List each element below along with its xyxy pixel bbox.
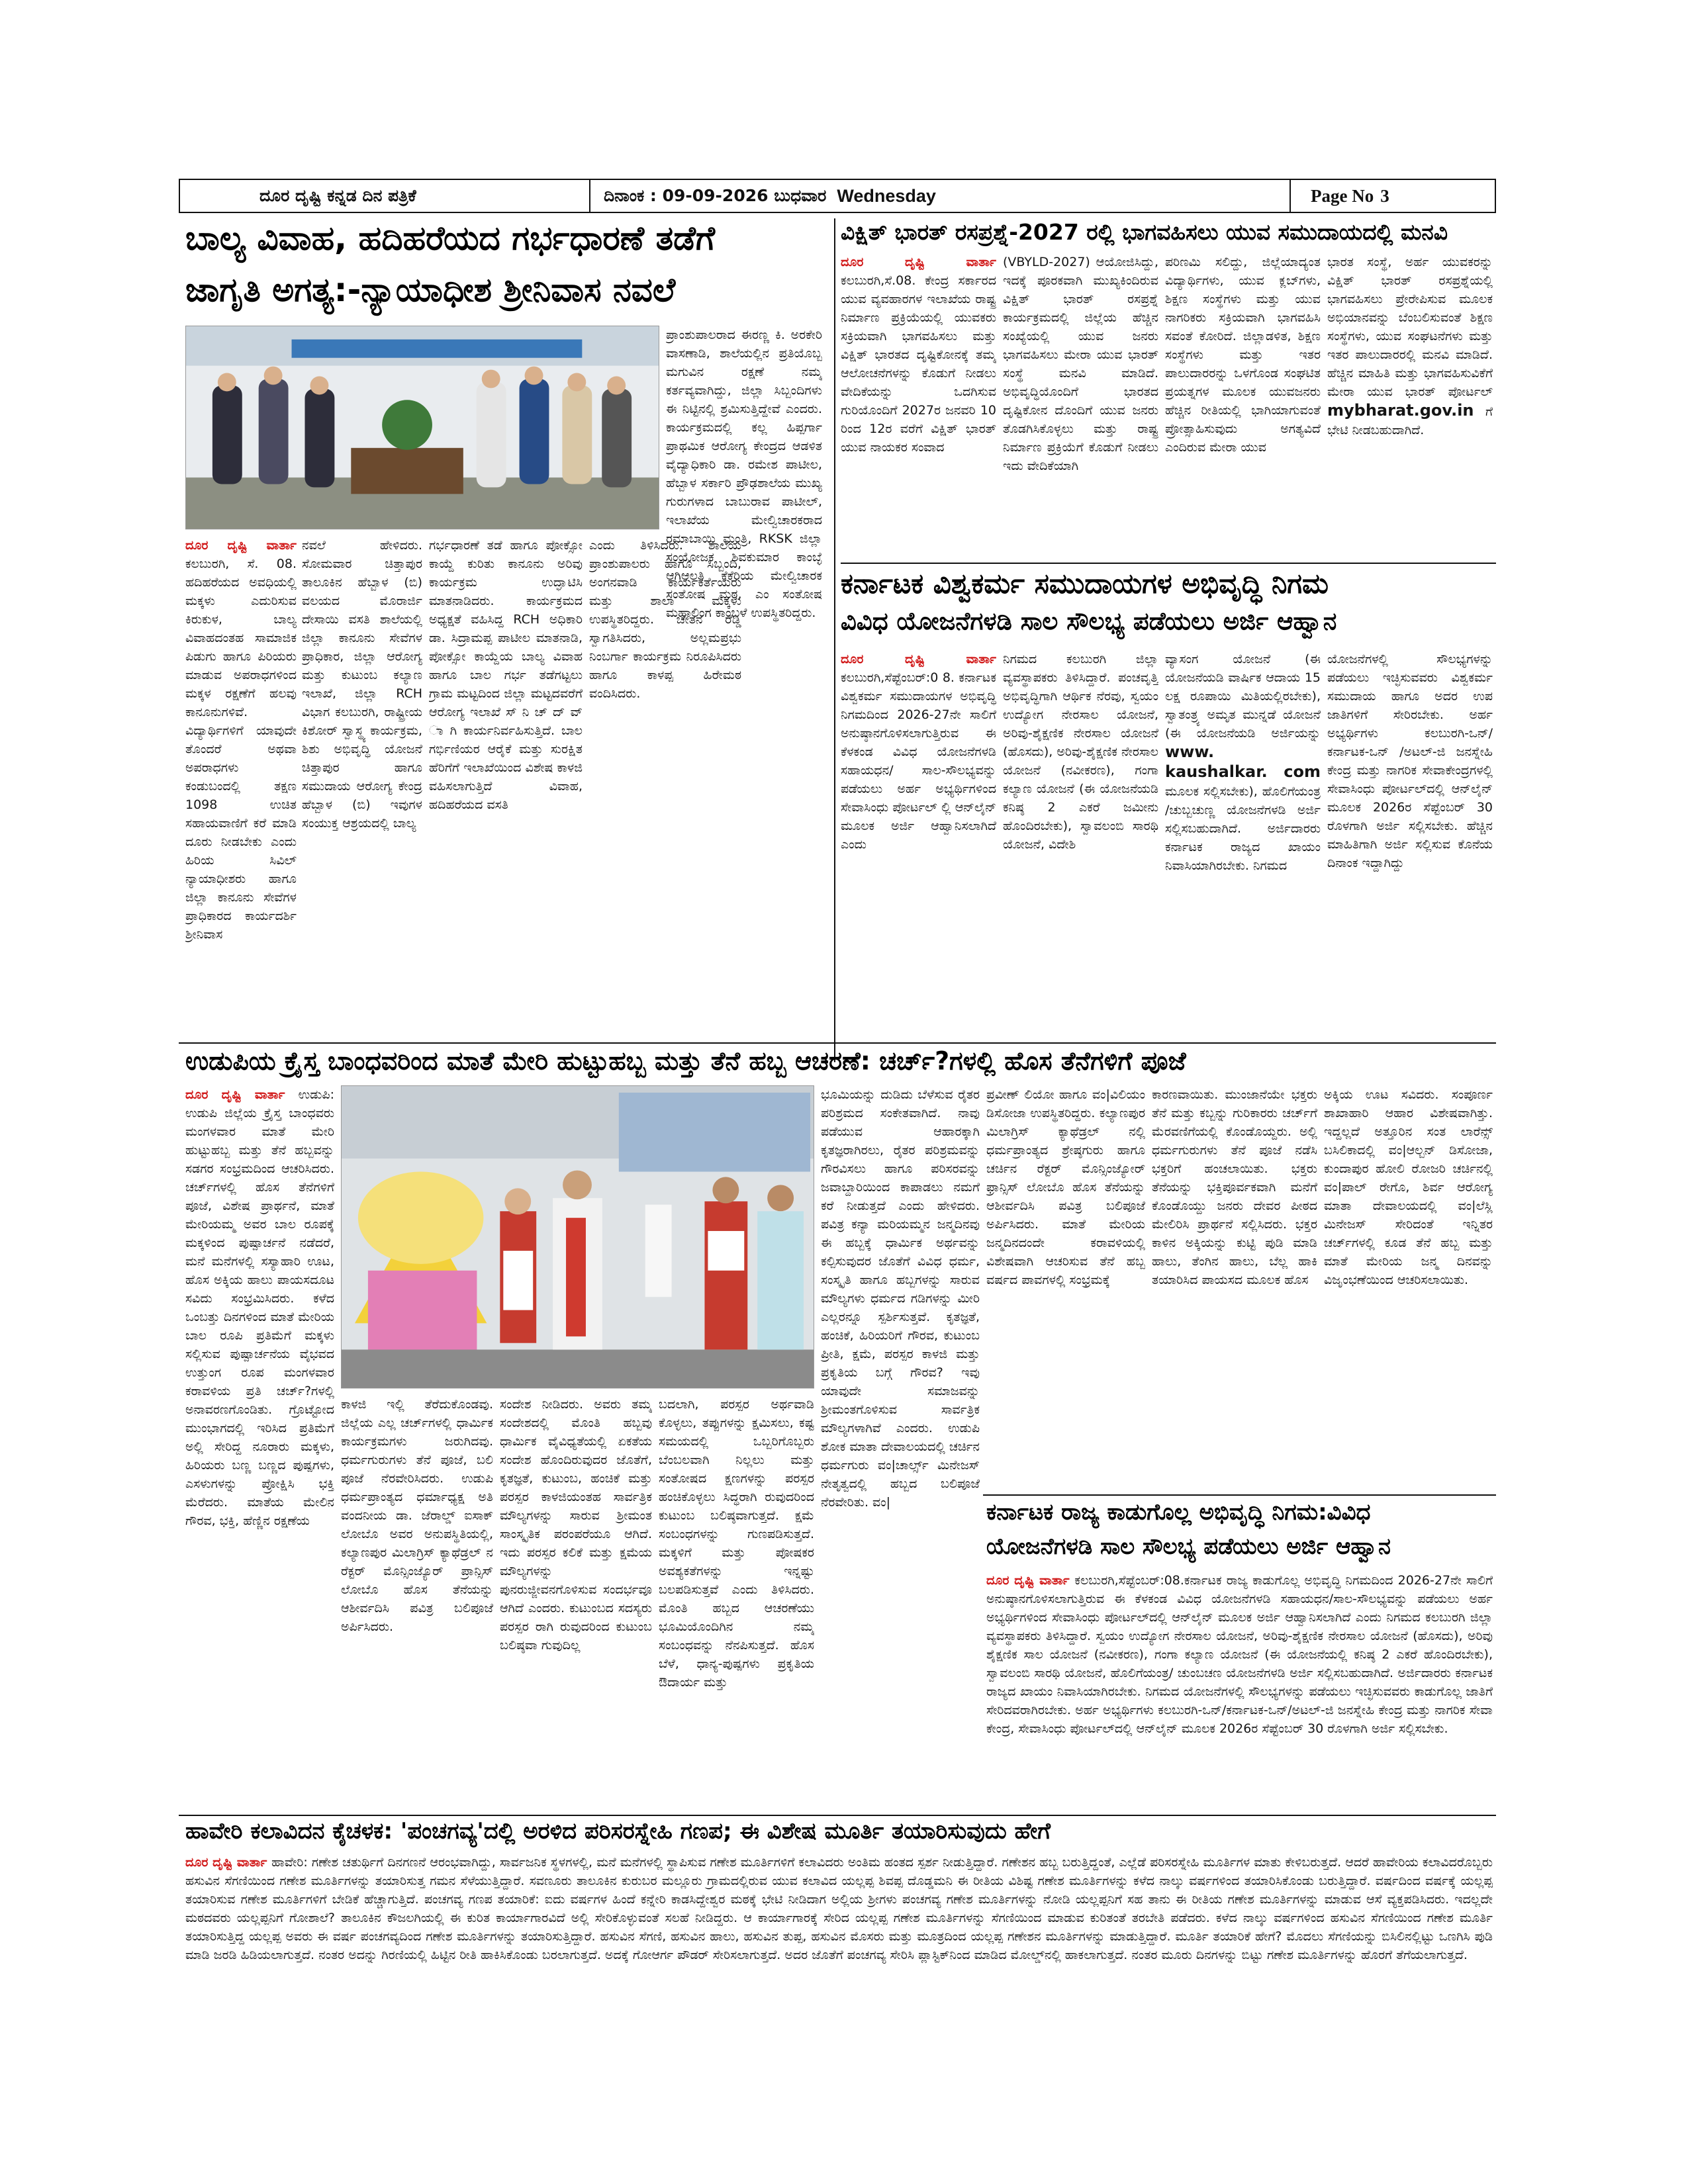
article6-byline: ದೂರ ದೃಷ್ಟಿ ವಾರ್ತಾ bbox=[185, 1855, 272, 1870]
article1-photo bbox=[185, 326, 659, 529]
issue-date bbox=[590, 180, 1289, 212]
article3-col3 bbox=[1165, 650, 1321, 1037]
article2-tail: ಗೆ ಭೇಟಿ ನೀಡಬಹುದಾಗಿದೆ. bbox=[1327, 404, 1493, 437]
weekday-label: Wednesday bbox=[837, 185, 936, 206]
article4-col-g: ಅಕ್ಕಿಯ ಊಟ ಸವಿದರು. ಸಂಪೂರ್ಣ ಶಾಖಾಹಾರಿ ಆಹಾರ ವಿಶೇಷವಾಗಿತ್ತು. ಇದ್ದಲ್ಲದೆ ಅತ್ತೂರಿನ ಸಂತ ಲಾರೆನ್ಸ್ ಬಸಿಲಿಕಾದಲ್ಲಿ ವಂ|ಆಲ್ಬನ್ ಡಿಸೋಜಾ, ಕುಂದಾಪುರ ಹೋಲಿ ರೋಜರಿ ಚರ್ಚಿನಲ್ಲಿ ವಂ|ಪಾಲ್ ರೇಗೊ, ಶಿರ್ವ ಆರೋಗ್ಯ ಮಾತಾ ದೇವಾಲಯದಲ್ಲಿ ವಂ|ಲೆಸ್ಲಿ ಮಿನೇಜಸ್ ಸೇರಿದಂತೆ ಇನ್ನಿತರ ಚರ್ಚ್‌ಗಳಲ್ಲಿ ಕೂಡ ತೆನೆ ಹಬ್ಬ ಮತ್ತು ಮಾತೆ ಮೇರಿಯ ಜನ್ಮ ದಿನವನ್ನು ವಿಜೃಂಭಣೆಯಿಂದ ಆಚರಿಸಲಾಯಿತು. bbox=[1324, 1087, 1493, 1287]
newspaper-name: ದೂರ ದೃಷ್ಟಿ ಕನ್ನಡ ದಿನ ಪತ್ರಿಕೆ bbox=[180, 180, 590, 212]
article1-byline: ದೂರ ದೃಷ್ಟಿ ವಾರ್ತಾ bbox=[185, 538, 297, 553]
article1-col4: ಎಂದು ತಿಳಿಸಿದರು. ಶಾಲೆಯ ಪ್ರಾಂಶುಪಾಲರು ಹಾಗೂ ಸಿಬ್ಬಂದಿ, ಅಂಗನವಾಡಿ ಕಾರ್ಯಕರ್ತೆಯರು ಮತ್ತು ಶಾಲಾ ಮಕ್ಕಳು ಉಪಸ್ಥಿತರಿದ್ದರು. ಚೇತನ ರೆಡ್ಡಿ ಸ್ವಾಗತಿಸಿದರು, ಅಲ್ಲಮಪ್ರಭು ನಿಂಬರ್ಗಾ ಕಾರ್ಯಕ್ರಮ ನಿರೂಪಿಸಿದರು ಹಾಗೂ ಕಾಳಪ್ಪ ಹಿರೇಮಠ ವಂದಿಸಿದರು. bbox=[589, 538, 741, 701]
divider bbox=[179, 1042, 1496, 1044]
article2-byline: ದೂರ ದೃಷ್ಟಿ ವಾರ್ತಾ bbox=[841, 255, 996, 269]
article3-headline-line2: ವಿವಿಧ ಯೋಜನೆಗಳಡಿ ಸಾಲ ಸೌಲಭ್ಯ ಪಡೆಯಲು ಅರ್ಜಿ ಆಹ್ವಾನ bbox=[841, 607, 1337, 635]
article4-headline: ಉಡುಪಿಯ ಕ್ರೈಸ್ತ ಬಾಂಧವರಿಂದ ಮಾತೆ ಮೇರಿ ಹುಟ್ಟುಹಬ್ಬ ಮತ್ತು ತೆನೆ ಹಬ್ಬ ಆಚರಣೆ: ಚರ್ಚ್?ಗಳಲ್ಲಿ ಹೊಸ ತೆನೆಗಳಿಗೆ ಪೂಜೆ bbox=[185, 1046, 1186, 1075]
article5-body bbox=[986, 1571, 1493, 1809]
divider bbox=[834, 218, 835, 1062]
article3-col1-text: ಕಲಬುರಗಿ,ಸೆಪ್ಟೆಂಬರ್:0 8. ಕರ್ನಾಟಕ ವಿಶ್ವಕರ್ಮ ಸಮುದಾಯಗಳ ಅಭಿವೃದ್ಧಿ ನಿಗಮದಿಂದ 2026-27ನೇ ಸಾಲಿಗೆ ಅನುಷ್ಠಾನಗೊಳಿಸಲಾಗುತ್ತಿರುವ ಈ ಕೆಳಕಂಡ ವಿವಿಧ ಯೋಜನೆಗಳಡಿ ಸಹಾಯಧನ/ ಸಾಲ-ಸೌಲಭ್ಯವನ್ನು ಪಡೆಯಲು ಅರ್ಹ ಅಭ್ಯರ್ಥಿಗಳಿಂದ ಸೇವಾಸಿಂಧು ಪೋರ್ಟಲ್ ಲ್ಲಿ ಆನ್‌ಲೈನ್ ಮೂಲಕ ಅರ್ಜಿ ಆಹ್ವಾನಿಸಲಾಗಿದೆ ಎಂದು bbox=[841, 670, 996, 852]
article1-col1 bbox=[185, 536, 297, 1039]
article3-col3b-text: ಮೂಲಕ ಸಲ್ಲಿಸಬೇಕು), ಹೊಲಿಗೆಯಂತ್ರ /ಚುಬ್ಬಚುಣ್ಣ ಯೋಜನೆಗಳಡಿ ಅರ್ಜಿ ಸಲ್ಲಿಸಬಹುದಾಗಿದೆ. ಅರ್ಜಿದಾರರು ಕರ್ನಾಟಕ ರಾಜ್ಯದ ಖಾಯಂ ನಿವಾಸಿಯಾಗಿರಬೇಕು. ನಿಗಮದ bbox=[1165, 784, 1321, 873]
divider bbox=[841, 563, 1496, 564]
article1-sidecol: ಪ್ರಾಂಶುಪಾಲರಾದ ಈರಣ್ಣ ಕಿ. ಅರಕೇರಿ ವಾಸಣಾಡಿ, ಶಾಲೆಯಲ್ಲಿನ ಪ್ರತಿಯೊಬ್ಬ ಮಗುವಿನ ರಕ್ಷಣೆ ನಮ್ಮ ಕರ್ತವ್ಯವಾಗಿದ್ದು, ಜಿಲ್ಲಾ ಸಿಬ್ಬಂದಿಗಳು ಈ ನಿಟ್ಟಿನಲ್ಲಿ ಶ್ರಮಿಸುತ್ತಿದ್ದೇವೆ ಎಂದರು. ಕಾರ್ಯಕ್ರಮದಲ್ಲಿ ಕಲ್ಲ ಹಿಪ್ಪರ್ಗಾ ಪ್ರಾಥಮಿಕ ಆರೋಗ್ಯ ಕೇಂದ್ರದ ಆಡಳಿತ ವೈದ್ಯಾಧಿಕಾರಿ ಡಾ. ರಮೇಶ ಪಾಟೀಲ, ಹೆಬ್ಬಾಳ ಸರ್ಕಾರಿ ಪ್ರೌಢಶಾಲೆಯ ಮುಖ್ಯ ಗುರುಗಳಾದ ಬಾಬುರಾವ ಪಾಟೀಲ್, ಇಲಾಖೆಯ ಮೇಲ್ವಿಚಾರಕರಾದ ರಮಾಬಾಯಿ ಮಂತ್ರಿ, RKSK ಜಿಲ್ಲಾ ಸಂಯೋಜಕ ಶಿವಕುಮಾರ ಕಾಂಬ್ಳೆ ಆಗಿಆಲತಿ ಕೆಕೆರಿಯ ಮೇಲ್ವಿಚಾರಕ ಸಂತೋಷ ಮಠ, ಎಂ ಸಂತೋಷ ಮಹಾಲಿಂಗ ಕಾಂಬಳೆ ಉಪಸ್ಥಿತರಿದ್ದರು. bbox=[666, 328, 822, 620]
article4-col-b: ಸಂದೇಶ ನೀಡಿದರು. ಅವರು ತಮ್ಮ ಸಂದೇಶದಲ್ಲಿ ಮೊಂತಿ ಹಬ್ಬವು ಧಾರ್ಮಿಕ ವೈವಿಧ್ಯತೆಯಲ್ಲಿ ಏಕತೆಯ ಸಂದೇಶ ಹೊಂದಿರುವುದರ ಜೊತೆಗೆ, ಕೃತಜ್ಞತೆ, ಕುಟುಂಬ, ಹಂಚಿಕೆ ಮತ್ತು ಪರಸ್ಪರ ಕಾಳಜಿಯಂತಹ ಸಾರ್ವತ್ರಿಕ ಮೌಲ್ಯಗಳನ್ನು ಸಾರುವ ಶ್ರೀಮಂತ ಸಾಂಸ್ಕೃತಿಕ ಪರಂಪರೆಯೂ ಆಗಿದೆ. ಇದು ಪರಸ್ಪರ ಕಲಿಕೆ ಮತ್ತು ಕ್ಷಮೆಯ ಮೌಲ್ಯಗಳನ್ನು ಪುನರುಜ್ಜೀವನಗೊಳಿಸುವ ಸಂದರ್ಭವೂ ಆಗಿದೆ ಎಂದರು. ಕುಟುಂಬದ ಸದಸ್ಯರು ಪರಸ್ಪರ ರಾಗಿ ರುವುದರಿಂದ ಕುಟುಂಬ ಬಲಿಷ್ಠವಾ ಗುವುದಿಲ್ಲ bbox=[500, 1397, 652, 1653]
article4-col-f: ಕಾರಣವಾಯಿತು. ಮುಂಜಾನೆಯೇ ಭಕ್ತರು ತೆನೆ ಮತ್ತು ಕಬ್ಬನ್ನು ಗುರಿಕಾರರು ಚರ್ಚ್‌ಗೆ ಮೆರವಣಿಗೆಯಲ್ಲಿ ಕೊಂಡೊಯ್ದರು. ಅಲ್ಲಿ ಧರ್ಮಗುರುಗಳು ತೆನೆ ಪೂಜೆ ನಡೆಸಿ ಭಕ್ತರಿಗೆ ಹಂಚಲಾಯಿತು. ಭಕ್ತರು ತೆನೆಯನ್ನು ಭಕ್ತಿಪೂರ್ವಕವಾಗಿ ಮನೆಗೆ ಕೊಂಡೊಯ್ದು ಜನರು ದೇವರ ಪೀಠದ ಮೇಲಿರಿಸಿ ಪ್ರಾರ್ಥನೆ ಸಲ್ಲಿಸಿದರು. ಭಕ್ತರ ಕಾಳಿನ ಅಕ್ಕಿಯನ್ನು ಕುಟ್ಟಿ ಪುಡಿ ಮಾಡಿ ಹಾಲು, ತೆಂಗಿನ ಹಾಲು, ಬೆಲ್ಲ ಹಾಕಿ ತಯಾರಿಸಿದ ಪಾಯಸದ ಮೂಲಕ ಹೊಸ bbox=[1152, 1087, 1317, 1287]
article2-col4-text: ಭಾರತ ಸಂಸ್ಥೆ, ಅರ್ಹ ಯುವಕರನ್ನು ವಿಕ್ಷಿತ್ ಭಾರತ್ ರಸಪ್ರಶ್ನೆಯಲ್ಲಿ ಭಾಗವಹಿಸಲು ಪ್ರೇರೇಪಿಸುವ ಮೂಲಕ ಅಭಿಯಾನವನ್ನು ಬೆಂಬಲಿಸುವಂತೆ ಶಿಕ್ಷಣ ಸಂಸ್ಥೆಗಳು, ಯುವ ಸಂಘಟನೆಗಳು ಮತ್ತು ಇತರ ಪಾಲುದಾರರಲ್ಲಿ ಮನವಿ ಮಾಡಿದೆ. ಹೆಚ್ಚಿನ ಮಾಹಿತಿ ಮತ್ತು ಭಾಗವಹಿಸುವಿಕೆಗೆ ಮೇರಾ ಯುವ ಭಾರತ್ ಪೋರ್ಟಲ್ bbox=[1327, 255, 1493, 399]
divider bbox=[983, 1494, 1496, 1496]
page-number-label: Page No bbox=[1311, 185, 1374, 206]
article2-headline: ವಿಕ್ಷಿತ್ ಭಾರತ್ ರಸಪ್ರಶ್ನೆ-2027 ರಲ್ಲಿ ಭಾಗವಹಿಸಲು ಯುವ ಸಮುದಾಯದಲ್ಲಿ ಮನವಿ bbox=[841, 219, 1448, 245]
article4-col-a: ಕಾಳಜಿ ಇಲ್ಲಿ ತೆರೆದುಕೊಂಡವು. ಜಿಲ್ಲೆಯ ಎಲ್ಲ ಚರ್ಚ್‌ಗಳಲ್ಲಿ ಧಾರ್ಮಿಕ ಕಾರ್ಯಕ್ರಮಗಳು ಜರುಗಿದವು. ಧರ್ಮಗುರುಗಳು ತೆನೆ ಪೂಜೆ, ಬಲಿ ಪೂಜೆ ನೆರವೇರಿಸಿದರು. ಉಡುಪಿ ಧರ್ಮಪ್ರಾಂತ್ಯದ ಧರ್ಮಾಧ್ಯಕ್ಷ ಅತಿ ವಂದನೀಯ ಡಾ. ಜೆರಾಲ್ಡ್ ಐಸಾಕ್ ಲೋಬೊ ಅವರ ಅನುಪಸ್ಥಿತಿಯಲ್ಲಿ, ಕಲ್ಯಾಣಪುರ ಮಿಲಾಗ್ರಿಸ್ ಕ್ಯಾಥೆಡ್ರಲ್ ನ ರೆಕ್ಟರ್ ಮೊನ್ಸಿಂಜ್ಯೊರ್ ಪ್ರಾನ್ಸಿಸ್ ಲೋಬೊ ಹೊಸ ತೆನೆಯನ್ನು ಆಶೀರ್ವದಿಸಿ ಪವಿತ್ರ ಬಲಿಪೂಜೆ ಅರ್ಪಿಸಿದರು. bbox=[341, 1397, 493, 1634]
article3-byline: ದೂರ ದೃಷ್ಟಿ ವಾರ್ತಾ bbox=[841, 652, 996, 666]
page-number-value: 3 bbox=[1380, 185, 1389, 206]
article5-headline-line2: ಯೋಜನೆಗಳಡಿ ಸಾಲ ಸೌಲಭ್ಯ ಪಡೆಯಲು ಅರ್ಜಿ ಆಹ್ವಾನ bbox=[986, 1533, 1391, 1560]
article1-col3: ಗರ್ಭಧಾರಣೆ ತಡೆ ಹಾಗೂ ಪೋಕ್ಸೋ ಕಾಯ್ದೆ ಕುರಿತು ಕಾನೂನು ಅರಿವು ಕಾರ್ಯಕ್ರಮ ಉದ್ಘಾಟಿಸಿ ಮಾತನಾಡಿದರು. ಕಾರ್ಯಕ್ರಮದ ಅಧ್ಯಕ್ಷತೆ ವಹಿಸಿದ್ದ RCH ಅಧಿಕಾರಿ ಡಾ. ಸಿದ್ರಾಮಪ್ಪ ಪಾಟೀಲ ಮಾತನಾಡಿ, ಪೋಕ್ಸೋ ಕಾಯ್ದೆಯ ಬಾಲ್ಯ ವಿವಾಹ ಹಾಗೂ ಬಾಲ ಗರ್ಭ ತಡೆಗಟ್ಟಲು ಗ್ರಾಮ ಮಟ್ಟದಿಂದ ಜಿಲ್ಲಾ ಮಟ್ಟದವರೆಗೆ ಆರೋಗ್ಯ ಇಲಾಖೆ ಸ್ ನಿ ಚ್ ದ್ ವ್ ಾ ಗಿ ಕಾರ್ಯನಿರ್ವಹಿಸುತ್ತಿದೆ. ಬಾಲ ಗರ್ಭಿಣಿಯರ ಆರೈಕೆ ಮತ್ತು ಸುರಕ್ಷಿತ ಹೆರಿಗೆಗೆ ಇಲಾಖೆಯಿಂದ ವಿಶೇಷ ಕಾಳಜಿ ವಹಿಸಲಾಗುತ್ತಿದೆ ವಿವಾಹ, ಹದಿಹರೆಯದ ವಸತಿ bbox=[429, 538, 583, 812]
article1-headline-line1: ಬಾಲ್ಯ ವಿವಾಹ, ಹದಿಹರೆಯದ ಗರ್ಭಧಾರಣೆ ತಡೆಗೆ bbox=[185, 219, 715, 257]
article4-col-d: ಭೂಮಿಯನ್ನು ದುಡಿದು ಬೆಳೆಸುವ ರೈತರ ಪರಿಶ್ರಮದ ಸಂಕೇತವಾಗಿದೆ. ನಾವು ಪಡೆಯುವ ಆಹಾರಕ್ಕಾಗಿ ಕೃತಜ್ಞರಾಗಿರಲು, ರೈತರ ಪರಿಶ್ರಮವನ್ನು ಗೌರವಿಸಲು ಹಾಗೂ ಪರಿಸರವನ್ನು ಜವಾಬ್ದಾರಿಯಿಂದ ಕಾಪಾಡಲು ನಮಗೆ ಕರೆ ನೀಡುತ್ತದೆ ಎಂದು ಹೇಳಿದರು. ಪವಿತ್ರ ಕನ್ಯಾ ಮರಿಯಮ್ಮನ ಜನ್ಮದಿನವು ಈ ಹಬ್ಬಕ್ಕೆ ಧಾರ್ಮಿಕ ಅರ್ಥವನ್ನು ಕಲ್ಪಿಸುವುದರ ಜೊತೆಗೆ ವಿವಿಧ ಧರ್ಮ, ಸಂಸ್ಕೃತಿ ಹಾಗೂ ಹಬ್ಬಗಳನ್ನು ಸಾರುವ ಮೌಲ್ಯಗಳು ಧರ್ಮದ ಗಡಿಗಳನ್ನು ಮೀರಿ ಎಲ್ಲರನ್ನೂ ಸ್ಪರ್ಶಿಸುತ್ತವೆ. ಕೃತಜ್ಞತೆ, ಹಂಚಿಕೆ, ಹಿರಿಯರಿಗೆ ಗೌರವ, ಕುಟುಂಬ ಪ್ರೀತಿ, ಕ್ಷಮೆ, ಪರಸ್ಪರ ಕಾಳಜಿ ಮತ್ತು ಪ್ರಕೃತಿಯ ಬಗ್ಗೆ ಗೌರವ? ಇವು ಯಾವುದೇ ಸಮಾಜವನ್ನು ಶ್ರೀಮಂತಗೊಳಿಸುವ ಸಾರ್ವತ್ರಿಕ ಮೌಲ್ಯಗಳಾಗಿವೆ ಎಂದರು. ಉಡುಪಿ ಶೋಕ ಮಾತಾ ದೇವಾಲಯದಲ್ಲಿ ಚರ್ಚಿನ ಧರ್ಮಗುರು ವಂ|ಚಾರ್ಲ್ಸ್ ಮಿನೇಜಸ್ ನೇತೃತ್ವದಲ್ಲಿ ಹಬ್ಬದ ಬಲಿಪೂಜೆ ನೆರವೇರಿತು. ವಂ| bbox=[821, 1087, 980, 1510]
article1-headline-line2: ಜಾಗೃತಿ ಅಗತ್ಯ:-ನ್ಯಾಯಾಧೀಶ ಶ್ರೀನಿವಾಸ ನವಲೆ bbox=[185, 271, 676, 309]
divider bbox=[179, 1815, 1496, 1816]
article3-col4: ಯೋಜನೆಗಳಲ್ಲಿ ಸೌಲಭ್ಯಗಳನ್ನು ಪಡೆಯಲು ಇಚ್ಛಿಸುವವರು ವಿಶ್ವಕರ್ಮ ಸಮುದಾಯ ಹಾಗೂ ಅದರ ಉಪ ಜಾತಿಗಳಿಗೆ ಸೇರಿರಬೇಕು. ಅರ್ಹ ಅಭ್ಯರ್ಥಿಗಳು ಕಲಬುರಗಿ-ಒನ್/ ಕರ್ನಾಟಕ-ಒನ್ /ಅಟಲ್-ಜಿ ಜನಸ್ನೇಹಿ ಕೇಂದ್ರ ಮತ್ತು ನಾಗರಿಕ ಸೇವಾಕೇಂದ್ರಗಳಲ್ಲಿ ಸೇವಾಸಿಂಧು ಪೋರ್ಟಲ್‌ದಲ್ಲಿ ಆನ್‌ಲೈನ್ ಮೂಲಕ 2026ರ ಸೆಪ್ಟೆಂಬರ್ 30 ರೊಳಗಾಗಿ ಅರ್ಜಿ ಸಲ್ಲಿಸಬೇಕು. ಹೆಚ್ಚಿನ ಮಾಹಿತಿಗಾಗಿ ಅರ್ಜಿ ಸಲ್ಲಿಸುವ ಕೊನೆಯ ದಿನಾಂಕ ಇದ್ದಾಗಿದ್ದು bbox=[1327, 652, 1493, 870]
article4-col-c: ಬದಲಾಗಿ, ಪರಸ್ಪರ ಅರ್ಥವಾಡಿ ಕೊಳ್ಳಲು, ತಪ್ಪುಗಳನ್ನು ಕ್ಷಮಿಸಲು, ಕಷ್ಟ ಸಮಯದಲ್ಲಿ ಒಬ್ಬರಿಗೊಬ್ಬರು ಬೆಂಬಲವಾಗಿ ನಿಲ್ಲಲು ಮತ್ತು ಸಂತೋಷದ ಕ್ಷಣಗಳನ್ನು ಪರಸ್ಪರ ಹಂಚಿಕೊಳ್ಳಲು ಸಿದ್ಧರಾಗಿ ರುವುದರಿಂದ ಕುಟುಂಬ ಬಲಿಷ್ಠವಾಗುತ್ತದೆ. ಕ್ಷಮೆ ಸಂಬಂಧಗಳನ್ನು ಗುಣಪಡಿಸುತ್ತದೆ. ಮಕ್ಕಳಿಗೆ ಮತ್ತು ಪೋಷಕರ ಅವಶ್ಯಕತೆಗಳನ್ನು ಇನ್ನಷ್ಟು ಬಲಪಡಿಸುತ್ತವೆ ಎಂದು ತಿಳಿಸಿದರು. ಮೊಂತಿ ಹಬ್ಬದ ಆಚರಣೆಯು ಭೂಮಿಯೊಂದಿಗಿನ ನಮ್ಮ ಸಂಬಂಧವನ್ನು ನೆನಪಿಸುತ್ತದೆ. ಹೊಸ ಬೆಳೆ, ಧಾನ್ಯ-ಪುಷ್ಪಗಳು ಪ್ರಕೃತಿಯ ಔದಾರ್ಯ ಮತ್ತು bbox=[659, 1397, 814, 1690]
article3-col2: ನಿಗಮದ ಕಲಬುರಗಿ ಜಿಲ್ಲಾ ವ್ಯವಸ್ಥಾಪಕರು ತಿಳಿಸಿದ್ದಾರೆ. ಪಂಚವೃತ್ತಿ ಅಭಿವೃದ್ಧಿಗಾಗಿ ಆರ್ಥಿಕ ನೆರವು, ಸ್ವಯಂ ಉದ್ಯೋಗ ನೇರಸಾಲ ಯೋಜನೆ, ಅರಿವು-ಶೈಕ್ಷಣಿಕ ನೇರಸಾಲ ಯೋಜನೆ (ಹೊಸದು), ಅರಿವು-ಶೈಕ್ಷಣಿಕ ನೇರಸಾಲ ಯೋಜನೆ (ನವೀಕರಣ), ಗಂಗಾ ಕಲ್ಯಾಣ ಯೋಜನೆ (ಈ ಯೋಜನೆಯಡಿ ಕನಿಷ್ಠ 2 ಎಕರೆ ಜಮೀನು ಹೊಂದಿರಬೇಕು), ಸ್ವಾವಲಂಬಿ ಸಾರಥಿ ಯೋಜನೆ, ವಿದೇಶಿ bbox=[1003, 652, 1158, 852]
kaushalkar-url: www. kaushalkar. com bbox=[1165, 743, 1321, 781]
page-header bbox=[179, 179, 1496, 213]
article6-headline: ಹಾವೇರಿ ಕಲಾವಿದನ ಕೈಚಳಕ: 'ಪಂಚಗವ್ಯ'ದಲ್ಲಿ ಅರಳಿದ ಪರಿಸರಸ್ನೇಹಿ ಗಣಪ; ಈ ವಿಶೇಷ ಮೂರ್ತಿ ತಯಾರಿಸುವುದು ಹೇಗೆ bbox=[185, 1818, 1051, 1844]
article4-byline: ದೂರ ದೃಷ್ಟಿ ವಾರ್ತಾ bbox=[185, 1087, 299, 1102]
article6-body-text: ಹಾವೇರಿ: ಗಣೇಶ ಚತುರ್ಥಿಗೆ ದಿನಗಣನೆ ಆರಂಭವಾಗಿದ್ದು, ಸಾರ್ವಜನಿಕ ಸ್ಥಳಗಳಲ್ಲಿ, ಮನೆ ಮನೆಗಳಲ್ಲಿ ಸ್ಥಾಪಿಸುವ ಗಣೇಶ ಮೂರ್ತಿಗಳಿಗೆ ಕಲಾವಿದರು ಅಂತಿಮ ಹಂತದ ಸ್ಪರ್ಶ ನೀಡುತ್ತಿದ್ದಾರೆ. ಗಣೇಶನ ಹಬ್ಬ ಬರುತ್ತಿದ್ದಂತೆ, ಎಲ್ಲೆಡೆ ಪರಿಸರಸ್ನೇಹಿ ಮೂರ್ತಿಗಳ ಮಾತು ಕೇಳಿಬರುತ್ತದೆ. ಆದರೆ ಹಾವೇರಿಯ ಕಲಾವಿದರೊಬ್ಬರು ಹಸುವಿನ ಸೆಗಣಿಯಿಂದ ಗಣೇಶ ಮೂರ್ತಿಗಳನ್ನು ತಯಾರಿಸುತ್ತ ಗಮನ ಸೆಳೆಯುತ್ತಿದ್ದಾರೆ. ಸವಣೂರು ತಾಲೂಕಿನ ಕುರುಬರ ಮಲ್ಲೂರು ಗ್ರಾಮದಲ್ಲಿರುವ ಯುವ ಕಲಾವಿದ ಯಲ್ಲಪ್ಪ ಶಿವಪ್ಪ ದೊಡ್ಡಮನಿ ಈ ರೀತಿಯ ವಿಶಿಷ್ಟ ಗಣೇಶ ಮೂರ್ತಿಗಳನ್ನು ಕಳೆದ ನಾಲ್ಕು ವರ್ಷಗಳಿಂದ ತಯಾರಿಸಿಕೊಂಡು ಬರುತ್ತಿದ್ದಾರೆ. ವರ್ಷದಿಂದ ವರ್ಷಕ್ಕೆ ಯಲ್ಲಪ್ಪ ತಯಾರಿಸುವ ಗಣೇಶ ಮೂರ್ತಿಗಳಿಗೆ ಬೇಡಿಕೆ ಹೆಚ್ಚಾಗುತ್ತಿದೆ. ಪಂಚಗವ್ಯ ಗಣಪ ತಯಾರಿಕೆ: ಐದು ವರ್ಷಗಳ ಹಿಂದೆ ಕನ್ನೇರಿ ಕಾಡಸಿದ್ದೇಶ್ವರ ಮಠಕ್ಕೆ ಭೇಟಿ ನೀಡಿದಾಗ ಅಲ್ಲಿಯ ಶ್ರೀಗಳು ಪಂಚಗವ್ಯ ಗಣೇಶ ಮೂರ್ತಿಗಳನ್ನು ನೋಡಿ ಯಲ್ಲಪ್ಪನಿಗೆ ಸಹ ತಾನು ಈ ರೀತಿಯ ಗಣೇಶ ಮೂರ್ತಿಗಳನ್ನು ಮಾಡುವ ಆಸೆ ವ್ಯಕ್ತಪಡಿಸಿದರು. ಇದಲ್ಲದೇ ಮಠದವರು ಯಲ್ಲಪ್ಪನಿಗೆ ಗೋಶಾಲೆ? ತಾಲೂಕಿನ ಕೌಜಲಗಿಯಲ್ಲಿ ಈ ಕುರಿತ ಕಾರ್ಯಾಗಾರವಿದೆ ಅಲ್ಲಿ ಸೇರಿಕೊಳ್ಳುವಂತೆ ಸಲಹೆ ನೀಡಿದ್ದರು. ಆ ಕಾರ್ಯಾಗಾರಕ್ಕೆ ಸೇರಿದ ಯಲ್ಲಪ್ಪ ಗಣೇಶ ಮೂರ್ತಿಗಳನ್ನು ಸೆಗಣಿಯಿಂದ ಮಾಡುವ ಕುರಿತಂತೆ ತರಬೇತಿ ಪಡೆದರು. ಕಳೆದ ನಾಲ್ಕು ವರ್ಷಗಳಿಂದ ಹಸುವಿನ ಸೆಗಣಿಯಿಂದ ಗಣೇಶ ಮೂರ್ತಿ ತಯಾರಿಸುತ್ತಿದ್ದ ಯಲ್ಲಪ್ಪ ಅವರು ಈ ವರ್ಷ ಪಂಚಗವ್ಯದಿಂದ ಗಣೇಶ ಮೂರ್ತಿಗಳನ್ನು ತಯಾರಿಸುತ್ತಿದ್ದಾರೆ. ಹಸುವಿನ ಸೆಗಣಿ, ಹಸುವಿನ ಹಾಲು, ಹಸುವಿನ ತುಪ್ಪ, ಹಸುವಿನ ಮೊಸರು ಮತ್ತು ಮೂತ್ರದಿಂದ ಯಲ್ಲಪ್ಪ ಗಣೇಶನ ಮೂರ್ತಿಗಳನ್ನು ಮಾಡುತ್ತಿದ್ದಾರೆ. ಮೂರ್ತಿ ತಯಾರಿಕೆ ಹೇಗೆ? ಮೊದಲು ಸೆಗಣಿಯನ್ನು ಬಿಸಿಲಿನಲ್ಲಿಟ್ಟು ಒಣಗಿಸಿ ಪುಡಿ ಮಾಡಿ ಜರಡಿ ಹಿಡಿಯಲಾಗುತ್ತದೆ. ನಂತರ ಅದನ್ನು ಗಿರಣಿಯಲ್ಲಿ ಹಿಟ್ಟಿನ ರೀತಿ ಹಾಕಿಸಿಕೊಂಡು ಬರಲಾಗುತ್ತದೆ. ಅದಕ್ಕೆ ಗೋಆರ್ಗ ಪೌಡರ್ ಸೇರಿಸಲಾಗುತ್ತದೆ. ಅದರ ಜೊತೆಗೆ ಪಂಚಗವ್ಯ ಸೇರಿಸಿ ಪ್ಲಾಸ್ಟಿಕ್‌ನಿಂದ ಮಾಡಿದ ಮೋಲ್ಡ್‌ನಲ್ಲಿ ಹಾಕಲಾಗುತ್ತದೆ. ನಂತರ ಮೂರು ದಿನಗಳನ್ನು ಬಿಟ್ಟು ಗಣೇಶ ಮೂರ್ತಿಗಳನ್ನು ಹೊರಗೆ ತೆಗೆಯಲಾಗುತ್ತದೆ. bbox=[185, 1855, 1493, 1962]
article5-headline-line1: ಕರ್ನಾಟಕ ರಾಜ್ಯ ಕಾಡುಗೊಲ್ಲ ಅಭಿವೃದ್ಧಿ ನಿಗಮ:ವಿವಿಧ bbox=[986, 1499, 1371, 1525]
article2-col2: (VBYLD-2027) ಆಯೋಜಿಸಿದ್ದು, ಇದಕ್ಕೆ ಪೂರಕವಾಗಿ ಮುಖ್ಯಕಿಂದಿರುವ ವಿಕ್ಷಿತ್ ಭಾರತ್ ರಸಪ್ರಶ್ನೆ ಕಾರ್ಯಕ್ರಮದಲ್ಲಿ ಜಿಲ್ಲೆಯ ಹೆಚ್ಚಿನ ಸಂಖ್ಯೆಯಲ್ಲಿ ಯುವ ಜನರು ಭಾಗವಹಿಸಲು ಮೇರಾ ಯುವ ಭಾರತ್ ಸಂಸ್ಥೆ ಮನವಿ ಮಾಡಿದೆ. ಅಭಿವೃದ್ಧಿಯೊಂದಿಗೆ ಭಾರತದ ದೃಷ್ಟಿಕೋನ ದೊಂದಿಗೆ ಯುವ ಜನರು ತೊಡಗಿಸಿಕೊಳ್ಳಲು ಮತ್ತು ರಾಷ್ಟ್ರ ನಿರ್ಮಾಣ ಪ್ರಕ್ರಿಯೆಗೆ ಕೊಡುಗೆ ನೀಡಲು ಇದು ವೇದಿಕೆಯಾಗಿ bbox=[1003, 255, 1158, 473]
article3-col1 bbox=[841, 650, 996, 1037]
article2-col1 bbox=[841, 253, 996, 557]
article5-byline: ದೂರ ದೃಷ್ಟಿ ವಾರ್ತಾ bbox=[986, 1573, 1075, 1588]
article1-col1-text: ಕಲಬುರಗಿ, ಸೆ. 08. ಹದಿಹರೆಯದ ಅವಧಿಯಲ್ಲಿ ಮಕ್ಕಳು ಎದುರಿಸುವ ಕಿರುಕುಳ, ಬಾಲ್ಯ ವಿವಾಹದಂತಹ ಸಾಮಾಜಿಕ ಪಿಡುಗು ಹಾಗೂ ಪಿರಿಯರು ಮಾಡುವ ಅಪರಾಧಗಳಿಂದ ಮಕ್ಕಳ ರಕ್ಷಣೆಗೆ ಹಲವು ಕಾನೂನುಗಳಿವೆ. ವಿದ್ಯಾರ್ಥಿಗಳಿಗೆ ಯಾವುದೇ ತೊಂದರೆ ಅಥವಾ ಅಪರಾಧಗಳು ಕಂಡುಬಂದಲ್ಲಿ ತಕ್ಷಣ 1098 ಉಚಿತ ಸಹಾಯವಾಣಿಗೆ ಕರೆ ಮಾಡಿ ದೂರು ನೀಡಬೇಕು ಎಂದು ಹಿರಿಯ ಸಿವಿಲ್ ನ್ಯಾಯಾಧೀಶರು ಹಾಗೂ ಜಿಲ್ಲಾ ಕಾನೂನು ಸೇವೆಗಳ ಪ್ರಾಧಿಕಾರದ ಕಾರ್ಯದರ್ಶಿ ಶ್ರೀನಿವಾಸ bbox=[185, 557, 297, 942]
date-label: ದಿನಾಂಕ : 09-09-2026 ಬುಧವಾರ bbox=[604, 186, 827, 205]
newspaper-page bbox=[179, 179, 1496, 2032]
article2-col1-text: ಕಲಬುರಗಿ,ಸೆ.08. ಕೇಂದ್ರ ಸರ್ಕಾರದ ಯುವ ವ್ಯವಹಾರಗಳ ಇಲಾಖೆಯ ರಾಷ್ಟ್ರ ನಿರ್ಮಾಣ ಪ್ರಕ್ರಿಯೆಯಲ್ಲಿ ಯುವಕರು ಸಕ್ರಿಯವಾಗಿ ಭಾಗವಹಿಸಲು ಮತ್ತು ವಿಕ್ಷಿತ್ ಭಾರತದ ದೃಷ್ಟಿಕೋನಕ್ಕೆ ತಮ್ಮ ಆಲೋಚನೆಗಳನ್ನು ಕೊಡುಗೆ ನೀಡಲು ವೇದಿಕೆಯನ್ನು ಒದಗಿಸುವ ಗುರಿಯೊಂದಿಗೆ 2027ರ ಜನವರಿ 10 ರಿಂದ 12ರ ವರೆಗೆ ವಿಕ್ಷಿತ್ ಭಾರತ್ ಯುವ ನಾಯಕರ ಸಂವಾದ bbox=[841, 273, 996, 455]
article4-col-e: ಪ್ರವೀಣ್ ಲಿಯೋ ಹಾಗೂ ವಂ|ವಿಲಿಯಂ ಡಿಸೋಜಾ ಉಪಸ್ಥಿತರಿದ್ದರು. ಕಲ್ಯಾಣಪುರ ಮಿಲಾಗ್ರಿಸ್ ಕ್ಯಾಥೆಡ್ರಲ್ ನಲ್ಲಿ ಧರ್ಮಪ್ರಾಂತ್ಯದ ಶ್ರೇಷ್ಠಗುರು ಹಾಗೂ ಚರ್ಚಿನ ರೆಕ್ಟರ್ ಮೊನ್ಸಿಂಜ್ಯೋರ್ ಫ್ರಾನ್ಸಿಸ್ ಲೋಬೊ ಹೊಸ ತೆನೆಯನ್ನು ಆಶೀರ್ವದಿಸಿ ಪವಿತ್ರ ಬಲಿಪೂಜೆ ಅರ್ಪಿಸಿದರು. ಮಾತೆ ಮೇರಿಯ ಜನ್ಮದಿನದಂದೇ ಕರಾವಳಿಯಲ್ಲಿ ವಿಶೇಷವಾಗಿ ಆಚರಿಸುವ ತೆನೆ ಹಬ್ಬ ವರ್ಷದ ಪಾವಗಳಲ್ಲಿ ಸಂಭ್ರಮಕ್ಕೆ bbox=[986, 1087, 1145, 1287]
mybharat-url: mybharat.gov.in bbox=[1327, 401, 1474, 420]
article4-col-left-text: ಉಡುಪಿ: ಉಡುಪಿ ಜಿಲ್ಲೆಯ ಕ್ರೈಸ್ತ ಬಾಂಧವರು ಮಂಗಳವಾರ ಮಾತೆ ಮೇರಿ ಹುಟ್ಟುಹಬ್ಬ ಮತ್ತು ತೆನೆ ಹಬ್ಬವನ್ನು ಸಡಗರ ಸಂಭ್ರಮದಿಂದ ಆಚರಿಸಿದರು. ಚರ್ಚ್‌ಗಳಲ್ಲಿ ಹೊಸ ತೆನೆಗಳಿಗೆ ಪೂಜೆ, ವಿಶೇಷ ಪ್ರಾರ್ಥನೆ, ಮಾತೆ ಮೇರಿಯಮ್ಮ ಅವರ ಬಾಲ ರೂಪಕ್ಕೆ ಮಕ್ಕಳಿಂದ ಪುಷ್ಪಾರ್ಚನೆ ನಡೆದರೆ, ಮನೆ ಮನೆಗಳಲ್ಲಿ ಸಸ್ಯಾಹಾರಿ ಊಟ, ಹೊಸ ಅಕ್ಕಿಯ ಹಾಲು ಪಾಯಸದೂಟ ಸವಿದು ಸಂಭ್ರಮಿಸಿದರು. ಕಳೆದ ಒಂಬತ್ತು ದಿನಗಳಿಂದ ಮಾತೆ ಮೇರಿಯ ಬಾಲ ರೂಪಿ ಪ್ರತಿಮೆಗೆ ಮಕ್ಕಳು ಸಲ್ಲಿಸುವ ಪುಷ್ಪಾರ್ಚನೆಯ ವೈಭವದ ಉತ್ತುಂಗ ರೂಪ ಮಂಗಳವಾರ ಕರಾವಳಿಯ ಪ್ರತಿ ಚರ್ಚ್?ಗಳಲ್ಲಿ ಅನಾವರಣಗೊಂಡಿತು. ಗ್ರೊಟ್ಟೋದ ಮುಂಭಾಗದಲ್ಲಿ ಇರಿಸಿದ ಪ್ರತಿಮೆಗೆ ಅಲ್ಲಿ ಸೇರಿದ್ದ ನೂರಾರು ಮಕ್ಕಳು, ಹಿರಿಯರು ಬಣ್ಣ ಬಣ್ಣದ ಪುಷ್ಪಗಳು, ಎಸಳುಗಳನ್ನು ಪ್ರೋಕ್ಷಿಸಿ ಭಕ್ತಿ ಮೆರೆದರು. ಮಾತೆಯ ಮೇಲಿನ ಗೌರವ, ಭಕ್ತಿ, ಹೆಣ್ಣಿನ ರಕ್ಷಣೆಯ bbox=[185, 1087, 334, 1528]
article2-col3: ಪರಿಣಮಿ ಸಲಿದ್ದು, ಜಿಲ್ಲೆಯಾದ್ಯಂತ ವಿದ್ಯಾರ್ಥಿಗಳು, ಯುವ ಕ್ಲಬ್‌ಗಳು, ಶಿಕ್ಷಣ ಸಂಸ್ಥೆಗಳು ಮತ್ತು ಯುವ ನಾಗರಿಕರು ಸಕ್ರಿಯವಾಗಿ ಭಾಗವಹಿಸಿ ಸವಂತೆ ಕೋರಿದೆ. ಜಿಲ್ಲಾಡಳಿತ, ಶಿಕ್ಷಣ ಸಂಸ್ಥೆಗಳು ಮತ್ತು ಇತರ ಪಾಲುದಾರರನ್ನು ಒಳಗೊಂಡ ಸಂಘಟಿತ ಪ್ರಯತ್ನಗಳ ಮೂಲಕ ಯುವಜನರು ಹೆಚ್ಚಿನ ರೀತಿಯಲ್ಲಿ ಭಾಗಿಯಾಗುವಂತೆ ಪ್ರೋತ್ಸಾಹಿಸುವುದು ಅಗತ್ಯವಿದೆ ಎಂದಿರುವ ಮೇರಾ ಯುವ bbox=[1165, 255, 1321, 455]
page-number bbox=[1289, 180, 1495, 212]
article3-headline-line1: ಕರ್ನಾಟಕ ವಿಶ್ವಕರ್ಮ ಸಮುದಾಯಗಳ ಅಭಿವೃದ್ಧಿ ನಿಗಮ bbox=[841, 567, 1329, 600]
article6-body bbox=[185, 1853, 1493, 2030]
article5-body-text: ಕಲಬುರಗಿ,ಸೆಪ್ಟೆಂಬರ್:08.ಕರ್ನಾಟಕ ರಾಜ್ಯ ಕಾಡುಗೊಲ್ಲ ಅಭಿವೃದ್ಧಿ ನಿಗಮದಿಂದ 2026-27ನೇ ಸಾಲಿಗೆ ಅನುಷ್ಠಾನಗೊಳಿಸಲಾಗುತ್ತಿರುವ ಈ ಕೆಳಕಂಡ ವಿವಿಧ ಯೋಜನೆಗಳಡಿ ಸಹಾಯಧನ/ಸಾಲ-ಸೌಲಭ್ಯವನ್ನು ಪಡೆಯಲು ಅರ್ಹ ಅಭ್ಯರ್ಥಿಗಳಿಂದ ಸೇವಾಸಿಂಧು ಪೋರ್ಟಲ್‌ದಲ್ಲಿ ಆನ್‌ಲೈನ್ ಮೂಲಕ ಅರ್ಜಿ ಆಹ್ವಾನಿಸಲಾಗಿದೆ ಎಂದು ನಿಗಮದ ಕಲಬುರಗಿ ಜಿಲ್ಲಾ ವ್ಯವಸ್ಥಾಪಕರು ತಿಳಿಸಿದ್ದಾರೆ. ಸ್ವಯಂ ಉದ್ಯೋಗ ನೇರಸಾಲ ಯೋಜನೆ, ಅರಿವು-ಶೈಕ್ಷಣಿಕ ನೇರಸಾಲ ಯೋಜನೆ (ಹೊಸದು), ಅರಿವು ಶೈಕ್ಷಣಿಕ ಸಾಲ ಯೋಜನೆ (ನವೀಕರಣ), ಗಂಗಾ ಕಲ್ಯಾಣ ಯೋಜನೆ (ಈ ಯೋಜನೆಯಲ್ಲಿ ಕನಿಷ್ಠ 2 ಎಕರೆ ಹೊಂದಿರಬೇಕು), ಸ್ವಾವಲಂಬಿ ಸಾರಥಿ ಯೋಜನೆ, ಹೊಲಿಗೆಯಂತ್ರ/ ಚುಂಬಚಣ ಯೋಜನೆಗಳಡಿ ಅರ್ಜಿ ಸಲ್ಲಿಸಬಹುದಾಗಿದೆ. ಅರ್ಜಿದಾರರು ಕರ್ನಾಟಕ ರಾಜ್ಯದ ಖಾಯಂ ನಿವಾಸಿಯಾಗಿರಬೇಕು. ನಿಗಮದ ಯೋಜನೆಗಳಲ್ಲಿ ಸೌಲಭ್ಯಗಳನ್ನು ಪಡೆಯಲು ಇಚ್ಛಿಸುವವರು ಕಾಡುಗೊಲ್ಲ ಜಾತಿಗೆ ಸೇರಿದವರಾಗಿರಬೇಕು. ಅರ್ಹ ಅಭ್ಯರ್ಥಿಗಳು ಕಲಬುರಗಿ-ಒನ್/ಕರ್ನಾಟಕ-ಒನ್/ಅಟಲ್-ಜಿ ಜನಸ್ನೇಹಿ ಕೇಂದ್ರ ಮತ್ತು ನಾಗರಿಕ ಸೇವಾ ಕೇಂದ್ರ, ಸೇವಾಸಿಂಧು ಪೋರ್ಟಲ್‌ದಲ್ಲಿ ಆನ್‌ಲೈನ್ ಮೂಲಕ 2026ರ ಸೆಪ್ಟೆಂಬರ್ 30 ರೊಳಗಾಗಿ ಅರ್ಜಿ ಸಲ್ಲಿಸಬೇಕು. bbox=[986, 1573, 1493, 1736]
article2-col4 bbox=[1327, 253, 1493, 557]
article1-col2: ನವಲೆ ಹೇಳಿದರು. ಸೋಮವಾರ ಚಿತ್ತಾಪುರ ತಾಲೂಕಿನ ಹೆಬ್ಬಾಳ (ಬಿ) ವಲಯದ ಮೊರಾರ್ಜಿ ದೇಸಾಯಿ ವಸತಿ ಶಾಲೆಯಲ್ಲಿ ಜಿಲ್ಲಾ ಕಾನೂನು ಸೇವೆಗಳ ಪ್ರಾಧಿಕಾರ, ಜಿಲ್ಲಾ ಆರೋಗ್ಯ ಮತ್ತು ಕುಟುಂಬ ಕಲ್ಯಾಣ ಇಲಾಖೆ, ಜಿಲ್ಲಾ RCH ವಿಭಾಗ ಕಲಬುರಗಿ, ರಾಷ್ಟ್ರೀಯ ಕಿಶೋರ್ ಸ್ವಾಸ್ಥ್ಯ ಕಾರ್ಯಕ್ರಮ, ಶಿಶು ಅಭಿವೃದ್ಧಿ ಯೋಜನೆ ಚಿತ್ತಾಪುರ ಹಾಗೂ ಸಮುದಾಯ ಆರೋಗ್ಯ ಕೇಂದ್ರ ಹೆಬ್ಬಾಳ (ಬಿ) ಇವುಗಳ ಸಂಯುಕ್ತ ಆಶ್ರಯದಲ್ಲಿ ಬಾಲ್ಯ bbox=[302, 538, 422, 831]
article4-photo bbox=[341, 1085, 814, 1388]
article3-col3-text: ವ್ಯಾಸಂಗ ಯೋಜನೆ (ಈ ಯೋಜನೆಯಡಿ ವಾರ್ಷಿಕ ಆದಾಯ 15 ಲಕ್ಷ ರೂಪಾಯಿ ಮಿತಿಯಲ್ಲಿರಬೇಕು), ಸ್ವಾತಂತ್ರ್ಯ ಅಮೃತ ಮುನ್ನಡೆ ಯೋಜನೆ (ಈ ಯೋಜನೆಯಡಿ ಅರ್ಜಿಯನ್ನು bbox=[1165, 652, 1321, 741]
